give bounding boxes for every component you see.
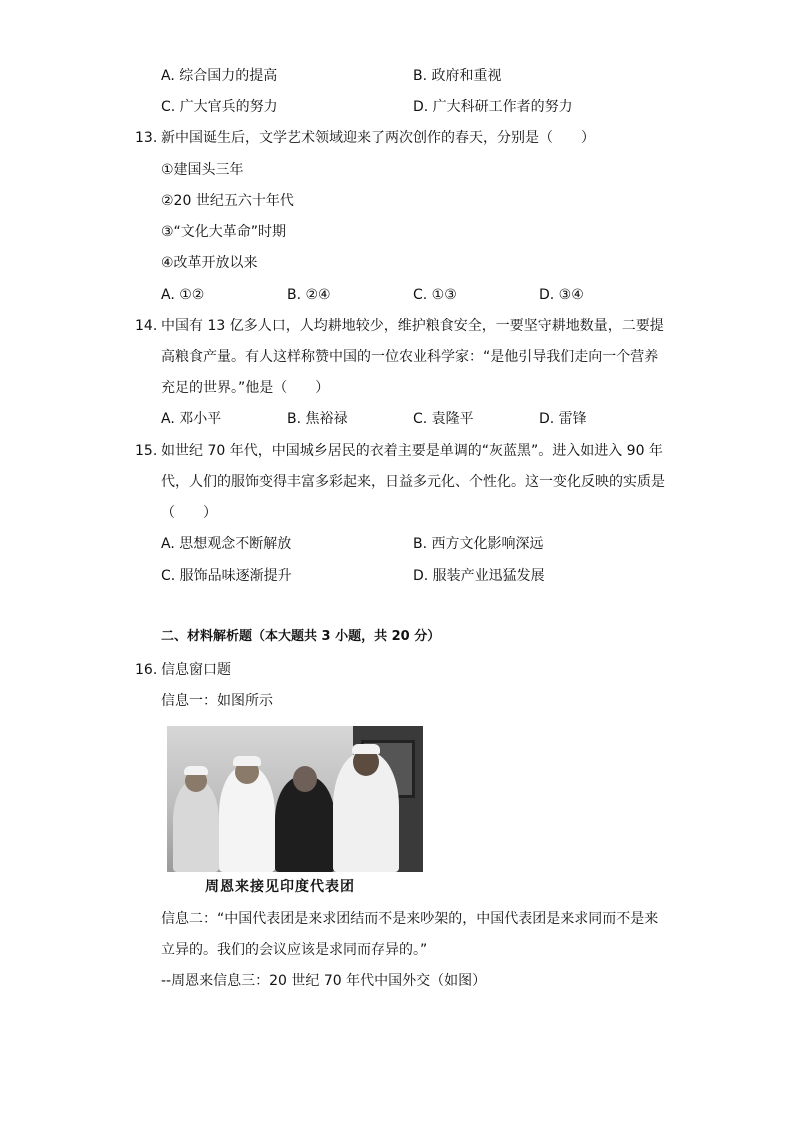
q14-stem-line1: 中国有 13 亿多人口，人均耕地较少，维护粮食安全，一要坚守耕地数量，二要提 xyxy=(161,318,664,334)
q16-info-2-line2: 立异的。我们的会议应该是求同而存异的。” xyxy=(161,942,428,958)
section-heading: 二、材料解析题（本大题共 3 小题，共 20 分） xyxy=(161,629,441,644)
photo-person-head xyxy=(293,766,317,792)
q14-option-c: C. 袁隆平 xyxy=(413,411,474,427)
q13-number: 13. xyxy=(135,130,158,146)
q15-stem-line3: （ ） xyxy=(161,505,217,521)
q16-info-3: --周恩来信息三：20 世纪 70 年代中国外交（如图） xyxy=(161,973,487,989)
photo-caption: 周恩来接见印度代表团 xyxy=(205,879,355,895)
photo-person-cap xyxy=(233,756,261,766)
q14-stem-line2: 高粮食产量。有人这样称赞中国的一位农业科学家：“是他引导我们走向一个营养 xyxy=(161,349,659,365)
q14-option-d: D. 雷锋 xyxy=(539,411,587,427)
q13-option-b: B. ②④ xyxy=(287,287,331,303)
q13-stem: 新中国诞生后，文学艺术领域迎来了两次创作的春天，分别是（ ） xyxy=(161,130,595,146)
q13-item-4: ④改革开放以来 xyxy=(161,255,258,271)
q13-option-c: C. ①③ xyxy=(413,287,457,303)
q13-option-d: D. ③④ xyxy=(539,287,584,303)
q16-info-1: 信息一：如图所示 xyxy=(161,693,273,709)
q12-option-c: C. 广大官兵的努力 xyxy=(161,99,278,115)
q15-option-b: B. 西方文化影响深远 xyxy=(413,536,544,552)
q16-title: 信息窗口题 xyxy=(161,662,231,678)
q12-option-b: B. 政府和重视 xyxy=(413,68,502,84)
q13-item-1: ①建国头三年 xyxy=(161,162,244,178)
q15-option-a: A. 思想观念不断解放 xyxy=(161,536,292,552)
q16-number: 16. xyxy=(135,662,158,678)
q15-option-c: C. 服饰品味逐渐提升 xyxy=(161,568,292,584)
photo-person xyxy=(173,780,219,872)
q13-option-a: A. ①② xyxy=(161,287,205,303)
historical-photo xyxy=(167,726,423,872)
q14-option-b: B. 焦裕禄 xyxy=(287,411,348,427)
q13-item-3: ③“文化大革命”时期 xyxy=(161,224,287,240)
q12-option-a: A. 综合国力的提高 xyxy=(161,68,278,84)
photo-person-cap xyxy=(352,744,380,754)
photo-person-cap xyxy=(184,766,208,775)
q15-stem-line2: 代，人们的服饰变得丰富多彩起来，日益多元化、个性化。这一变化反映的实质是 xyxy=(161,474,665,490)
q15-number: 15. xyxy=(135,443,158,459)
q12-option-d: D. 广大科研工作者的努力 xyxy=(413,99,573,115)
q16-info-2-line1: 信息二：“中国代表团是来求团结而不是来吵架的，中国代表团是来求同而不是来 xyxy=(161,911,659,927)
q15-option-d: D. 服装产业迅猛发展 xyxy=(413,568,545,584)
q14-option-a: A. 邓小平 xyxy=(161,411,222,427)
q14-number: 14. xyxy=(135,318,158,334)
q15-stem-line1: 如世纪 70 年代，中国城乡居民的衣着主要是单调的“灰蓝黑”。进入如进入 90 年 xyxy=(161,443,663,459)
q13-item-2: ②20 世纪五六十年代 xyxy=(161,193,294,209)
q14-stem-line3: 充足的世界。”他是（ ） xyxy=(161,380,330,396)
